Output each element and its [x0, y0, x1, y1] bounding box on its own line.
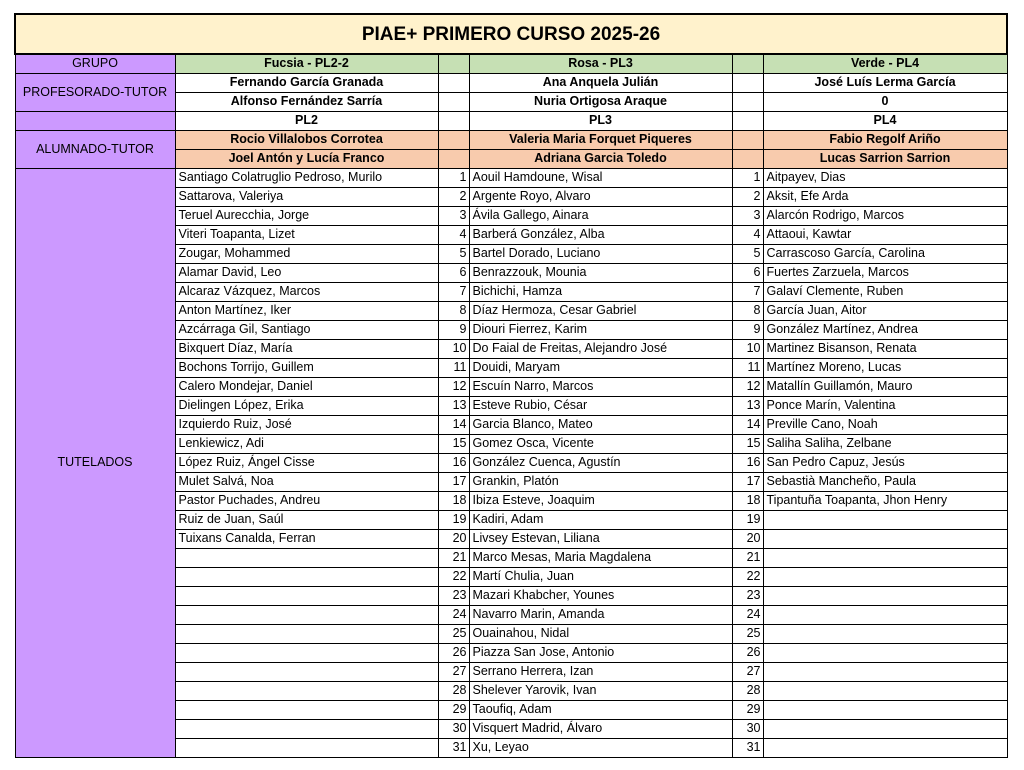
pl-fucsia: PL2: [175, 111, 438, 130]
student-fucsia: [175, 662, 438, 681]
student-number-rosa: 12: [438, 377, 469, 396]
student-verde: [763, 700, 1007, 719]
student-verde: [763, 681, 1007, 700]
spacer-cell: [438, 73, 469, 92]
spacer-cell: [732, 149, 763, 168]
student-rosa: Martí Chulia, Juan: [469, 567, 732, 586]
student-number-rosa: 31: [438, 738, 469, 757]
student-fucsia: [175, 738, 438, 757]
student-number-verde: 4: [732, 225, 763, 244]
student-rosa: Taoufiq, Adam: [469, 700, 732, 719]
student-fucsia: Dielingen López, Erika: [175, 396, 438, 415]
student-rosa: Douidi, Maryam: [469, 358, 732, 377]
student-verde: [763, 624, 1007, 643]
student-fucsia: Sattarova, Valeriya: [175, 187, 438, 206]
student-number-verde: 20: [732, 529, 763, 548]
alum-verde-2: Lucas Sarrion Sarrion: [763, 149, 1007, 168]
student-number-verde: 24: [732, 605, 763, 624]
student-number-verde: 27: [732, 662, 763, 681]
student-rosa: Grankin, Platón: [469, 472, 732, 491]
student-rosa: Argente Royo, Alvaro: [469, 187, 732, 206]
student-number-rosa: 1: [438, 168, 469, 187]
student-number-rosa: 16: [438, 453, 469, 472]
student-number-verde: 5: [732, 244, 763, 263]
student-number-verde: 17: [732, 472, 763, 491]
grupo-label: GRUPO: [15, 54, 175, 73]
student-rosa: Ibiza Esteve, Joaquim: [469, 491, 732, 510]
student-number-verde: 28: [732, 681, 763, 700]
student-verde: [763, 548, 1007, 567]
student-rosa: Bartel Dorado, Luciano: [469, 244, 732, 263]
pl-label-empty: [15, 111, 175, 130]
student-verde: Sebastià Mancheño, Paula: [763, 472, 1007, 491]
student-number-verde: 25: [732, 624, 763, 643]
spacer-cell: [732, 73, 763, 92]
student-fucsia: Izquierdo Ruiz, José: [175, 415, 438, 434]
student-rosa: Livsey Estevan, Liliana: [469, 529, 732, 548]
student-fucsia: [175, 586, 438, 605]
student-rosa: Serrano Herrera, Izan: [469, 662, 732, 681]
student-fucsia: Zougar, Mohammed: [175, 244, 438, 263]
student-verde: Attaoui, Kawtar: [763, 225, 1007, 244]
student-fucsia: Mulet Salvá, Noa: [175, 472, 438, 491]
spacer-cell: [732, 130, 763, 149]
student-verde: [763, 719, 1007, 738]
student-number-rosa: 8: [438, 301, 469, 320]
student-number-verde: 21: [732, 548, 763, 567]
student-rosa: Mazari Khabcher, Younes: [469, 586, 732, 605]
student-verde: Saliha Saliha, Zelbane: [763, 434, 1007, 453]
student-fucsia: Teruel Aurecchia, Jorge: [175, 206, 438, 225]
student-rosa: Shelever Yarovik, Ivan: [469, 681, 732, 700]
alumnado-label: ALUMNADO-TUTOR: [15, 130, 175, 168]
student-number-rosa: 29: [438, 700, 469, 719]
profesorado-label: PROFESORADO-TUTOR: [15, 73, 175, 111]
student-verde: [763, 529, 1007, 548]
pl-rosa: PL3: [469, 111, 732, 130]
student-rosa: Visquert Madrid, Álvaro: [469, 719, 732, 738]
student-number-verde: 6: [732, 263, 763, 282]
student-fucsia: [175, 681, 438, 700]
student-rosa: Kadiri, Adam: [469, 510, 732, 529]
student-rosa: Gomez Osca, Vicente: [469, 434, 732, 453]
student-number-verde: 22: [732, 567, 763, 586]
student-number-verde: 2: [732, 187, 763, 206]
student-number-verde: 13: [732, 396, 763, 415]
sheet-title: PIAE+ PRIMERO CURSO 2025-26: [15, 14, 1007, 54]
student-number-verde: 16: [732, 453, 763, 472]
spacer-cell: [438, 111, 469, 130]
student-rosa: Díaz Hermoza, Cesar Gabriel: [469, 301, 732, 320]
student-fucsia: Bochons Torrijo, Guillem: [175, 358, 438, 377]
spacer-cell: [438, 149, 469, 168]
student-number-verde: 18: [732, 491, 763, 510]
student-number-rosa: 28: [438, 681, 469, 700]
student-number-verde: 10: [732, 339, 763, 358]
student-number-rosa: 21: [438, 548, 469, 567]
student-number-verde: 31: [732, 738, 763, 757]
student-number-rosa: 2: [438, 187, 469, 206]
student-rosa: Benrazzouk, Mounia: [469, 263, 732, 282]
student-verde: Preville Cano, Noah: [763, 415, 1007, 434]
student-number-rosa: 18: [438, 491, 469, 510]
student-number-verde: 8: [732, 301, 763, 320]
student-fucsia: [175, 548, 438, 567]
student-rosa: Escuín Narro, Marcos: [469, 377, 732, 396]
group-name-fucsia: Fucsia - PL2-2: [175, 54, 438, 73]
student-number-rosa: 4: [438, 225, 469, 244]
student-fucsia: [175, 567, 438, 586]
student-number-rosa: 24: [438, 605, 469, 624]
student-number-rosa: 30: [438, 719, 469, 738]
student-fucsia: Pastor Puchades, Andreu: [175, 491, 438, 510]
student-verde: García Juan, Aitor: [763, 301, 1007, 320]
prof-verde-2: 0: [763, 92, 1007, 111]
alum-rosa-2: Adriana Garcia Toledo: [469, 149, 732, 168]
student-fucsia: Tuixans Canalda, Ferran: [175, 529, 438, 548]
student-verde: Aksit, Efe Arda: [763, 187, 1007, 206]
alum-fucsia-2: Joel Antón y Lucía Franco: [175, 149, 438, 168]
tutelados-label: TUTELADOS: [15, 168, 175, 757]
alum-fucsia-1: Rocio Villalobos Corrotea: [175, 130, 438, 149]
student-number-rosa: 11: [438, 358, 469, 377]
student-number-rosa: 5: [438, 244, 469, 263]
roster-sheet: [14, 13, 1008, 758]
student-verde: Galaví Clemente, Ruben: [763, 282, 1007, 301]
student-fucsia: [175, 643, 438, 662]
student-verde: San Pedro Capuz, Jesús: [763, 453, 1007, 472]
prof-verde-1: José Luís Lerma García: [763, 73, 1007, 92]
student-number-verde: 23: [732, 586, 763, 605]
student-fucsia: [175, 700, 438, 719]
student-verde: Martínez Moreno, Lucas: [763, 358, 1007, 377]
student-fucsia: Calero Mondejar, Daniel: [175, 377, 438, 396]
student-verde: [763, 605, 1007, 624]
student-number-verde: 9: [732, 320, 763, 339]
student-verde: Ponce Marín, Valentina: [763, 396, 1007, 415]
student-number-verde: 15: [732, 434, 763, 453]
student-fucsia: López Ruiz, Ángel Cisse: [175, 453, 438, 472]
student-verde: [763, 567, 1007, 586]
student-number-rosa: 7: [438, 282, 469, 301]
alum-verde-1: Fabio Regolf Ariño: [763, 130, 1007, 149]
student-number-rosa: 3: [438, 206, 469, 225]
student-rosa: Bichichi, Hamza: [469, 282, 732, 301]
student-rosa: Garcia Blanco, Mateo: [469, 415, 732, 434]
student-fucsia: [175, 605, 438, 624]
student-rosa: Ávila Gallego, Ainara: [469, 206, 732, 225]
spacer-cell: [438, 130, 469, 149]
student-number-rosa: 9: [438, 320, 469, 339]
prof-rosa-2: Nuria Ortigosa Araque: [469, 92, 732, 111]
student-number-verde: 29: [732, 700, 763, 719]
alum-rosa-1: Valeria Maria Forquet Piqueres: [469, 130, 732, 149]
student-number-rosa: 23: [438, 586, 469, 605]
student-number-rosa: 17: [438, 472, 469, 491]
spacer-cell: [438, 92, 469, 111]
student-number-rosa: 25: [438, 624, 469, 643]
student-fucsia: Alamar David, Leo: [175, 263, 438, 282]
student-fucsia: Azcárraga Gil, Santiago: [175, 320, 438, 339]
student-number-verde: 19: [732, 510, 763, 529]
student-number-rosa: 22: [438, 567, 469, 586]
student-verde: Carrascoso García, Carolina: [763, 244, 1007, 263]
student-number-verde: 11: [732, 358, 763, 377]
student-verde: González Martínez, Andrea: [763, 320, 1007, 339]
student-rosa: Piazza San Jose, Antonio: [469, 643, 732, 662]
student-number-rosa: 15: [438, 434, 469, 453]
student-verde: Matallín Guillamón, Mauro: [763, 377, 1007, 396]
student-rosa: Do Faial de Freitas, Alejandro José: [469, 339, 732, 358]
student-fucsia: Viteri Toapanta, Lizet: [175, 225, 438, 244]
student-number-rosa: 20: [438, 529, 469, 548]
student-fucsia: Bixquert Díaz, María: [175, 339, 438, 358]
spacer-cell: [732, 111, 763, 130]
student-rosa: Barberá González, Alba: [469, 225, 732, 244]
student-verde: [763, 643, 1007, 662]
student-row: [15, 168, 1007, 187]
student-number-rosa: 26: [438, 643, 469, 662]
student-number-verde: 26: [732, 643, 763, 662]
student-fucsia: [175, 719, 438, 738]
student-rosa: Aouil Hamdoune, Wisal: [469, 168, 732, 187]
spacer-cell: [438, 54, 469, 73]
student-number-verde: 3: [732, 206, 763, 225]
student-verde: [763, 738, 1007, 757]
group-name-verde: Verde - PL4: [763, 54, 1007, 73]
student-number-rosa: 14: [438, 415, 469, 434]
student-rosa: Esteve Rubio, César: [469, 396, 732, 415]
spacer-cell: [732, 54, 763, 73]
student-fucsia: Lenkiewicz, Adi: [175, 434, 438, 453]
student-number-verde: 30: [732, 719, 763, 738]
student-verde: Aitpayev, Dias: [763, 168, 1007, 187]
student-verde: Tipantuña Toapanta, Jhon Henry: [763, 491, 1007, 510]
student-number-rosa: 10: [438, 339, 469, 358]
student-verde: Alarcón Rodrigo, Marcos: [763, 206, 1007, 225]
student-number-verde: 7: [732, 282, 763, 301]
student-number-rosa: 6: [438, 263, 469, 282]
student-rosa: Ouainahou, Nidal: [469, 624, 732, 643]
student-verde: [763, 510, 1007, 529]
student-number-rosa: 13: [438, 396, 469, 415]
student-fucsia: Anton Martínez, Iker: [175, 301, 438, 320]
student-rosa: González Cuenca, Agustín: [469, 453, 732, 472]
prof-rosa-1: Ana Anquela Julián: [469, 73, 732, 92]
student-fucsia: [175, 624, 438, 643]
student-fucsia: Alcaraz Vázquez, Marcos: [175, 282, 438, 301]
student-number-rosa: 27: [438, 662, 469, 681]
student-rosa: Diouri Fierrez, Karim: [469, 320, 732, 339]
student-rosa: Marco Mesas, Maria Magdalena: [469, 548, 732, 567]
student-number-verde: 1: [732, 168, 763, 187]
student-fucsia: Santiago Colatruglio Pedroso, Murilo: [175, 168, 438, 187]
prof-fucsia-2: Alfonso Fernández Sarría: [175, 92, 438, 111]
prof-fucsia-1: Fernando García Granada: [175, 73, 438, 92]
student-verde: [763, 586, 1007, 605]
group-name-rosa: Rosa - PL3: [469, 54, 732, 73]
student-verde: Fuertes Zarzuela, Marcos: [763, 263, 1007, 282]
student-number-verde: 12: [732, 377, 763, 396]
roster-table: [14, 13, 1008, 758]
pl-verde: PL4: [763, 111, 1007, 130]
spacer-cell: [732, 92, 763, 111]
student-number-rosa: 19: [438, 510, 469, 529]
student-fucsia: Ruiz de Juan, Saúl: [175, 510, 438, 529]
student-rosa: Navarro Marin, Amanda: [469, 605, 732, 624]
student-verde: Martinez Bisanson, Renata: [763, 339, 1007, 358]
student-verde: [763, 662, 1007, 681]
student-rosa: Xu, Leyao: [469, 738, 732, 757]
student-number-verde: 14: [732, 415, 763, 434]
